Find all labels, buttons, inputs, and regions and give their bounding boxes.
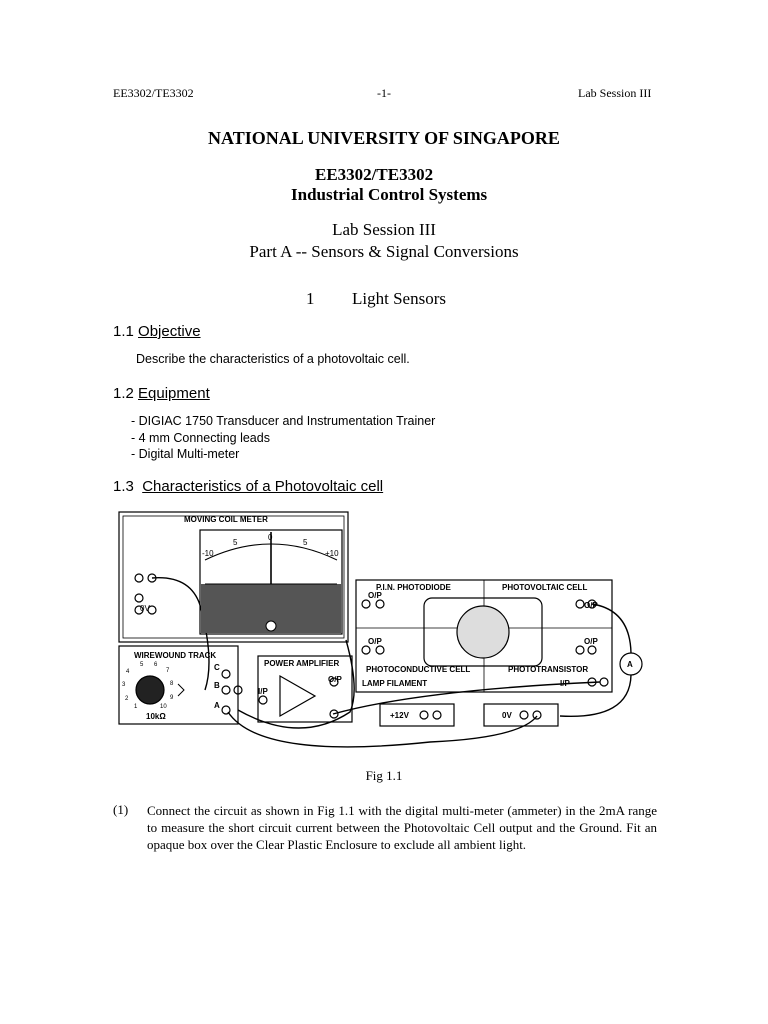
potentiometer-dial — [136, 676, 164, 704]
header-course-code: EE3302/TE3302 — [113, 86, 194, 100]
amplifier-symbol — [280, 676, 315, 716]
section-number: 1 — [306, 289, 315, 308]
header-session: Lab Session III — [578, 86, 652, 100]
label-ammeter: A — [627, 660, 633, 669]
dial-mark: 5 — [140, 662, 144, 668]
subsection-number: 1.1 — [113, 323, 134, 340]
label-photovoltaic-cell: PHOTOVOLTAIC CELL — [502, 583, 588, 592]
figure-caption: Fig 1.1 — [365, 768, 403, 783]
session-title: Lab Session III — [332, 220, 436, 239]
label-scale: 0 — [268, 533, 273, 542]
label-ip: I/P — [560, 679, 570, 688]
label-lamp-filament: LAMP FILAMENT — [362, 679, 428, 688]
label-moving-coil-meter: MOVING COIL METER — [184, 515, 268, 524]
supply-0v-panel — [484, 704, 558, 726]
label-plus-12v: +12V — [390, 711, 409, 720]
dial-mark: 1 — [134, 704, 138, 710]
university-title: NATIONAL UNIVERSITY OF SINGAPORE — [208, 128, 560, 148]
course-name: Industrial Control Systems — [291, 185, 488, 204]
dial-mark: 7 — [166, 668, 170, 674]
objective-text: Describe the characteristics of a photovoltaic cell. — [136, 352, 410, 366]
course-code: EE3302/TE3302 — [315, 165, 434, 184]
label-zero-v-supply: 0V — [502, 711, 512, 720]
label-op: O/P — [584, 601, 598, 610]
equipment-item: - 4 mm Connecting leads — [131, 431, 270, 445]
label-scale: 5 — [303, 538, 308, 547]
step-number: (1) — [113, 802, 129, 817]
label-power-amplifier: POWER AMPLIFIER — [264, 659, 340, 668]
enclosure-lens — [457, 606, 509, 658]
label-op: O/P — [584, 637, 598, 646]
dial-mark: 8 — [170, 681, 174, 687]
label-pot-c: C — [214, 663, 220, 672]
label-op: O/P — [328, 675, 342, 684]
header-page-number: -1- — [377, 86, 391, 100]
label-scale: 5 — [233, 538, 238, 547]
label-scale: -10 — [202, 549, 214, 558]
subsection-title: Equipment — [138, 385, 210, 402]
label-op: O/P — [368, 637, 382, 646]
dial-mark: 10 — [160, 704, 167, 710]
label-op: O/P — [368, 591, 382, 600]
label-pot-value: 10kΩ — [146, 712, 166, 721]
subsection-title: Characteristics of a Photovoltaic cell — [142, 478, 384, 495]
equipment-item: - DIGIAC 1750 Transducer and Instrumentation Trainer — [131, 414, 436, 428]
part-title: Part A -- Sensors & Signal Conversions — [249, 242, 519, 261]
dial-mark: 3 — [122, 682, 126, 688]
label-pot-b: B — [214, 681, 220, 690]
label-ip: I/P — [258, 687, 268, 696]
label-scale: +10 — [325, 549, 339, 558]
label-phototransistor: PHOTOTRANSISTOR — [508, 665, 589, 674]
section-title: Light Sensors — [352, 289, 446, 308]
label-pot-a: A — [214, 701, 220, 710]
dial-mark: 4 — [126, 669, 130, 675]
label-wirewound-track: WIREWOUND TRACK — [134, 651, 217, 660]
label-photoconductive-cell: PHOTOCONDUCTIVE CELL — [366, 665, 471, 674]
equipment-item: - Digital Multi-meter — [131, 447, 240, 461]
dial-mark: 2 — [125, 696, 129, 702]
subsection-title: Objective — [138, 323, 201, 340]
step-text: Connect the circuit as shown in Fig 1.1 with the digital multi-meter (ammeter) in the 2mA range to measure the short circuit current between the Photovoltaic Cell output and the Ground. Fit an opaque box over the Clear Plastic Enclosure to exclude all ambient light. — [147, 803, 657, 852]
subsection-number: 1.2 — [113, 385, 134, 402]
label-zero-v: 0V — [140, 604, 150, 613]
label-pin-photodiode: P.I.N. PHOTODIODE — [376, 583, 451, 592]
subsection-number: 1.3 — [113, 478, 134, 495]
dial-mark: 6 — [154, 662, 158, 668]
dial-mark: 9 — [170, 695, 174, 701]
